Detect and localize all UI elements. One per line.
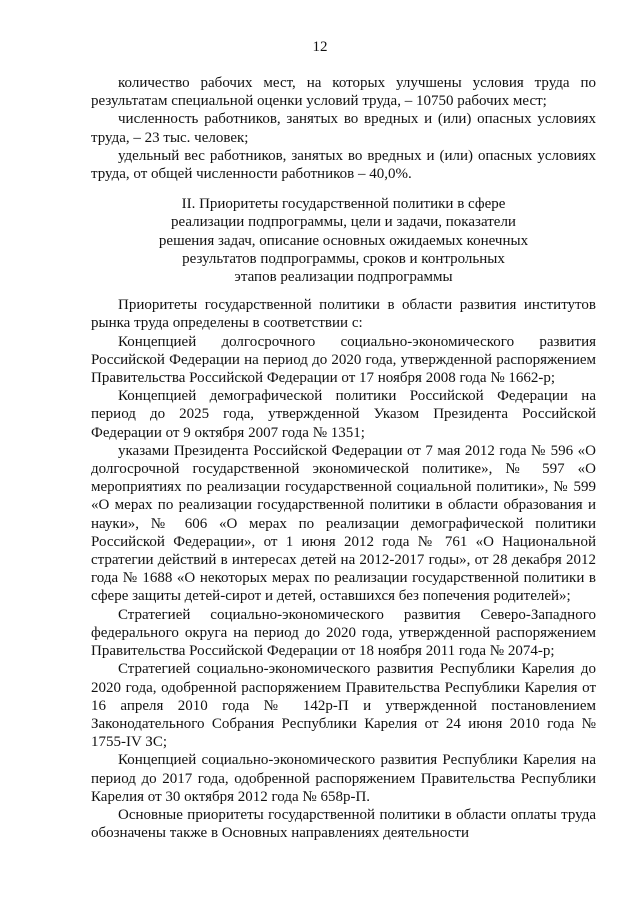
paragraph-presidential-decrees: указами Президента Российской Федерации от 7 мая 2012 года № 596 «О долгосрочной государственной экономической политике», № 597 «О мероприятиях по реализации государственной социальной политики», № 599 «О мерах по реализации государственной политики в области образования и науки», № 606 «О мерах по реализации демографической политики Российской Федерации», от 1 июня 2012 года № 761 «О Национальной стратегии действий в интересах детей на 2012-2017 годы», от 28 декабря 2012 года № 1688 «О некоторых мерах по реализации государственной политики в сфере защиты детей-сирот и детей, оставшихся без попечения родителей»;	[91, 442, 596, 605]
section-heading-line: II. Приоритеты государственной политики в сфере	[181, 196, 506, 213]
paragraph-priorities-intro: Приоритеты государственной политики в области развития институтов рынка труда определены в соответствии с:	[91, 297, 596, 332]
page-number: 12	[312, 39, 328, 55]
section-heading-line: реализации подпрограммы, цели и задачи, показатели	[171, 214, 516, 231]
paragraph-workers-hazardous: численность работников, занятых во вредных и (или) опасных условиях труда, – 23 тыс. человек;	[91, 111, 596, 146]
paragraph-strategy-karelia: Стратегией социально-экономического развития Республики Карелия до 2020 года, одобренной распоряжением Правительства Республики Карелия от 16 апреля 2010 года № 142р-П и утвержденной постановлением Законодательного Собрания Республики Карелия от 24 июня 2010 года № 1755-IV ЗС;	[91, 661, 596, 751]
paragraph-concept-long-term: Концепцией долгосрочного социально-экономического развития Российской Федерации на период до 2020 года, утвержденной распоряжением Правительства Российской Федерации от 17 ноября 2008 года № 1662-р;	[91, 333, 596, 387]
paragraph-concept-demographic: Концепцией демографической политики Российской Федерации на период до 2025 года, утвержденной Указом Президента Российской Федерации от 9 октября 2007 года № 1351;	[91, 388, 596, 441]
paragraph-workplaces-improved: количество рабочих мест, на которых улучшены условия труда по результатам специальной оценки условий труда, – 10750 рабочих мест;	[91, 75, 596, 110]
document-body	[91, 74, 596, 842]
paragraph-concept-karelia: Концепцией социально-экономического развития Республики Карелия на период до 2017 года, одобренной распоряжением Правительства Республики Карелия от 30 октября 2012 года № 658р-П.	[91, 752, 596, 805]
section-heading-line: результатов подпрограммы, сроков и контрольных	[182, 250, 505, 267]
paragraph-wage-priorities: Основные приоритеты государственной политики в области оплаты труда обозначены также в Основных направлениях деятельности	[91, 806, 596, 842]
paragraph-share-hazardous: удельный вес работников, занятых во вредных и (или) опасных условиях труда, от общей численности работников – 40,0%.	[91, 147, 596, 183]
section-heading-line: этапов реализации подпрограммы	[234, 269, 453, 286]
paragraph-strategy-northwest: Стратегией социально-экономического развития Северо-Западного федерального округа на период до 2020 года, утвержденной распоряжением Правительства Российской Федерации от 18 ноября 2011 года № 2074-р;	[91, 606, 596, 660]
section-heading-line: решения задач, описание основных ожидаемых конечных	[158, 232, 529, 249]
section-heading	[91, 195, 596, 286]
